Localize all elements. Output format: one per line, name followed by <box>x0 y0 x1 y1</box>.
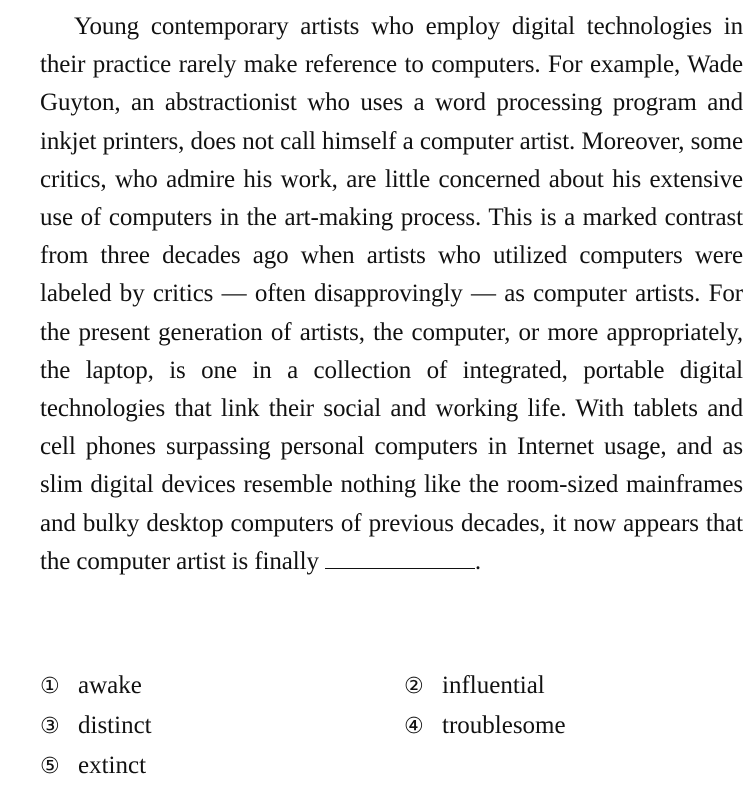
option-3[interactable] <box>40 712 152 740</box>
passage-paragraph <box>40 8 743 581</box>
option-1[interactable] <box>40 672 142 700</box>
option-4[interactable] <box>404 712 566 740</box>
option-2[interactable] <box>404 672 545 700</box>
option-5-text: extinct <box>78 752 147 779</box>
option-5-number: ⑤ <box>40 754 60 779</box>
option-1-text: awake <box>78 672 142 699</box>
option-3-text: distinct <box>78 712 152 739</box>
answer-blank <box>325 567 475 569</box>
option-2-text: influential <box>442 672 545 699</box>
option-4-number: ④ <box>404 714 424 739</box>
option-3-number: ③ <box>40 714 60 739</box>
option-1-number: ① <box>40 674 60 699</box>
option-5[interactable] <box>40 752 146 780</box>
option-4-text: troublesome <box>442 712 566 739</box>
passage-text: Young contemporary artists who employ digital technologies in their practice rarely make reference to computers. For example, Wade Guyton, an abstractionist who uses a word processing program and inkjet printers, does not call himself a computer artist. Moreover, some critics, who admire his work, are little concerned about his extensive use of computers in the art-making process. This is a marked contrast from three decades ago when artists who utilized computers were labeled by critics — often disapprovingly — as computer artists. For the present generation of artists, the computer, or more appropriately, the laptop, is one in a collection of integrated, portable digital technologies that link their social and working life. With tablets and cell phones surpassing personal computers in Internet usage, and as slim digital devices resemble nothing like the room-sized mainframes and bulky desktop computers of previous decades, it now appears that the computer artist is finally <box>40 13 743 575</box>
option-2-number: ② <box>404 674 424 699</box>
passage-end-punctuation: . <box>474 547 482 575</box>
